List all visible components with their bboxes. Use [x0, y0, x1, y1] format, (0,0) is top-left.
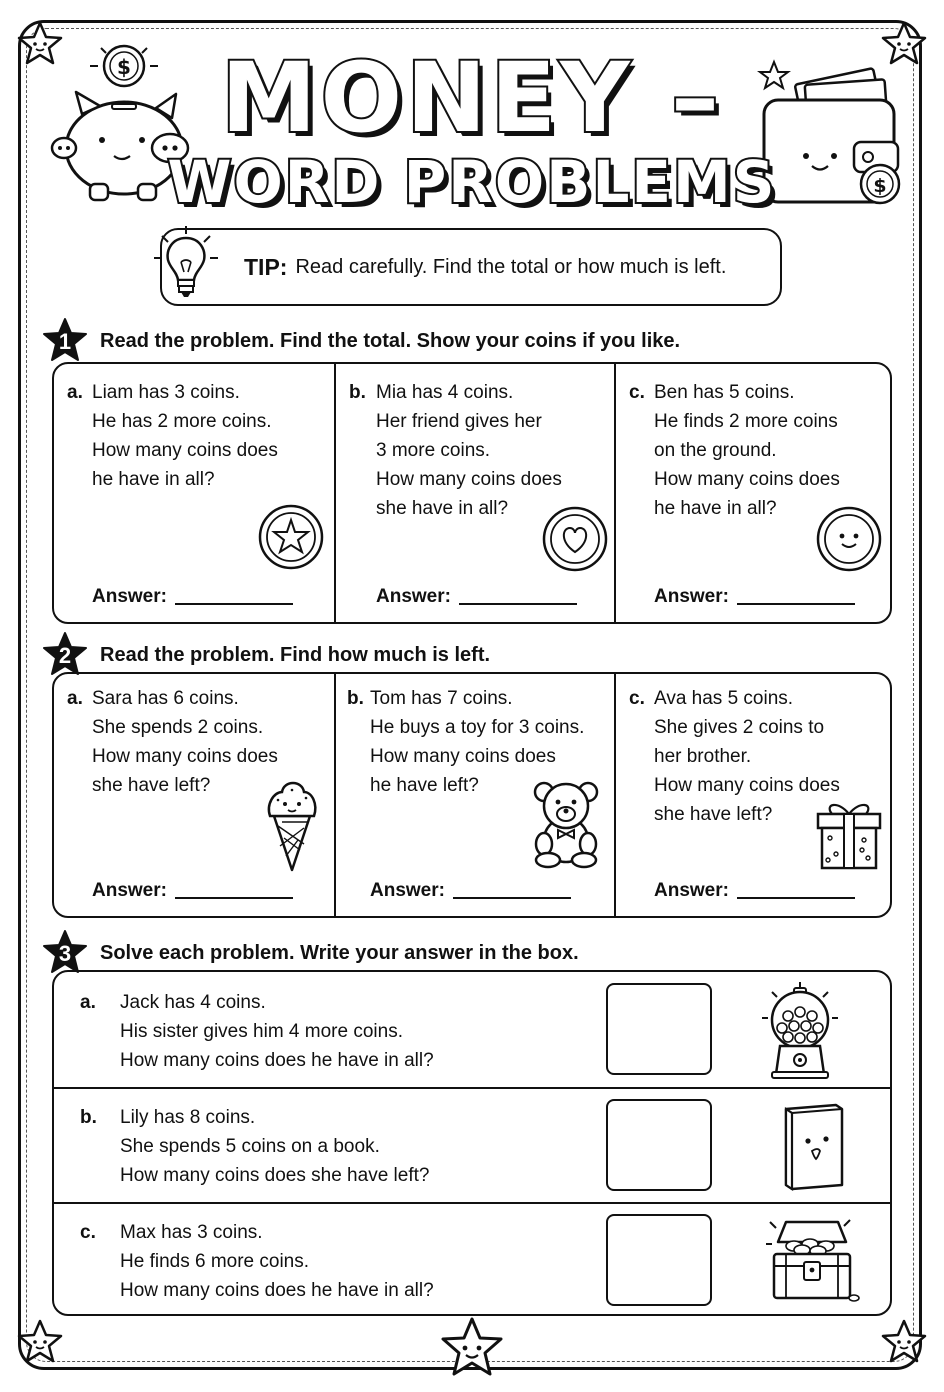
section-heading: Read the problem. Find how much is left. [100, 643, 491, 666]
gumball-machine-icon [758, 980, 842, 1080]
problem-letter: b. [349, 382, 366, 403]
problem-3a [54, 972, 890, 1087]
problem-text: Mia has 4 coins. Her friend gives her 3 more coins. How many coins does she have in all? [376, 382, 562, 519]
section-number: 1 [58, 329, 72, 354]
problem-2c [614, 674, 890, 916]
bottom-star-icon [438, 1316, 506, 1380]
tip-text: Read carefully. Find the total or how much is left. [295, 255, 727, 278]
section-number: 3 [58, 941, 72, 966]
problem-1b [334, 364, 614, 622]
problem-text: Max has 3 coins. He finds 6 more coins. How many coins does he have in all? [120, 1222, 434, 1301]
tip-label: TIP: [244, 253, 288, 280]
dollar-sign: $ [117, 55, 131, 79]
answer-box[interactable] [606, 1214, 712, 1306]
problem-1a [54, 364, 334, 622]
problem-text: Liam has 3 coins. He has 2 more coins. How many coins does he have in all? [92, 382, 278, 490]
problem-text: Ben has 5 coins. He finds 2 more coins on the ground. How many coins does he have in all? [654, 382, 840, 519]
teddy-bear-icon [530, 778, 602, 868]
treasure-chest-icon [764, 1214, 860, 1308]
problem-text: Ava has 5 coins. She gives 2 coins to her brother. How many coins does she have left? [654, 688, 840, 825]
problem-3c [54, 1202, 890, 1316]
section-badge [42, 318, 88, 364]
answer-box[interactable] [606, 1099, 712, 1191]
ice-cream-icon [264, 774, 320, 874]
section-number: 2 [58, 643, 72, 668]
section-2-panel [52, 672, 892, 918]
problem-text: Jack has 4 coins. His sister gives him 4 more coins. How many coins does he have in all? [120, 992, 434, 1071]
heart-coin-icon [542, 506, 608, 572]
answer-field[interactable]: Answer: [654, 880, 855, 902]
page-subtitle: WORD PROBLEMS [167, 148, 777, 216]
answer-field[interactable]: Answer: [370, 880, 571, 902]
problem-letter: b. [347, 688, 364, 709]
problem-letter: a. [80, 992, 96, 1013]
answer-box[interactable] [606, 983, 712, 1075]
problem-2b [334, 674, 614, 916]
lightbulb-icon [150, 222, 220, 302]
section-heading: Read the problem. Find the total. Show your coins if you like. [100, 329, 681, 352]
problem-text: Sara has 6 coins. She spends 2 coins. How many coins does she have left? [92, 688, 278, 796]
gift-box-icon [814, 798, 884, 870]
answer-field[interactable]: Answer: [92, 586, 293, 608]
dollar-sign: $ [873, 175, 887, 197]
star-coin-icon [258, 504, 324, 570]
problem-text: Lily has 8 coins. She spends 5 coins on a book. How many coins does she have left? [120, 1107, 430, 1186]
answer-field[interactable]: Answer: [92, 880, 293, 902]
section-heading: Solve each problem. Write your answer in the box. [100, 941, 579, 964]
smiley-coin-icon [816, 506, 882, 572]
problem-3b [54, 1087, 890, 1202]
page-title: MONEY – [221, 42, 723, 154]
problem-1c [614, 364, 890, 622]
problem-letter: b. [80, 1107, 97, 1128]
problem-letter: c. [80, 1222, 96, 1243]
section-1-header [42, 318, 680, 364]
answer-field[interactable]: Answer: [376, 586, 577, 608]
problem-letter: a. [67, 688, 83, 709]
section-1-panel [52, 362, 892, 624]
problem-letter: a. [67, 382, 83, 403]
section-3-panel [52, 970, 892, 1316]
book-icon [772, 1101, 848, 1191]
problem-text: Tom has 7 coins. He buys a toy for 3 coins. How many coins does he have left? [370, 688, 585, 796]
corner-star-icon [16, 1318, 64, 1366]
problem-letter: c. [629, 382, 645, 403]
problem-letter: c. [629, 688, 645, 709]
corner-star-icon [880, 1318, 928, 1366]
answer-field[interactable]: Answer: [654, 586, 855, 608]
problem-2a [54, 674, 334, 916]
tip-box [160, 228, 782, 306]
